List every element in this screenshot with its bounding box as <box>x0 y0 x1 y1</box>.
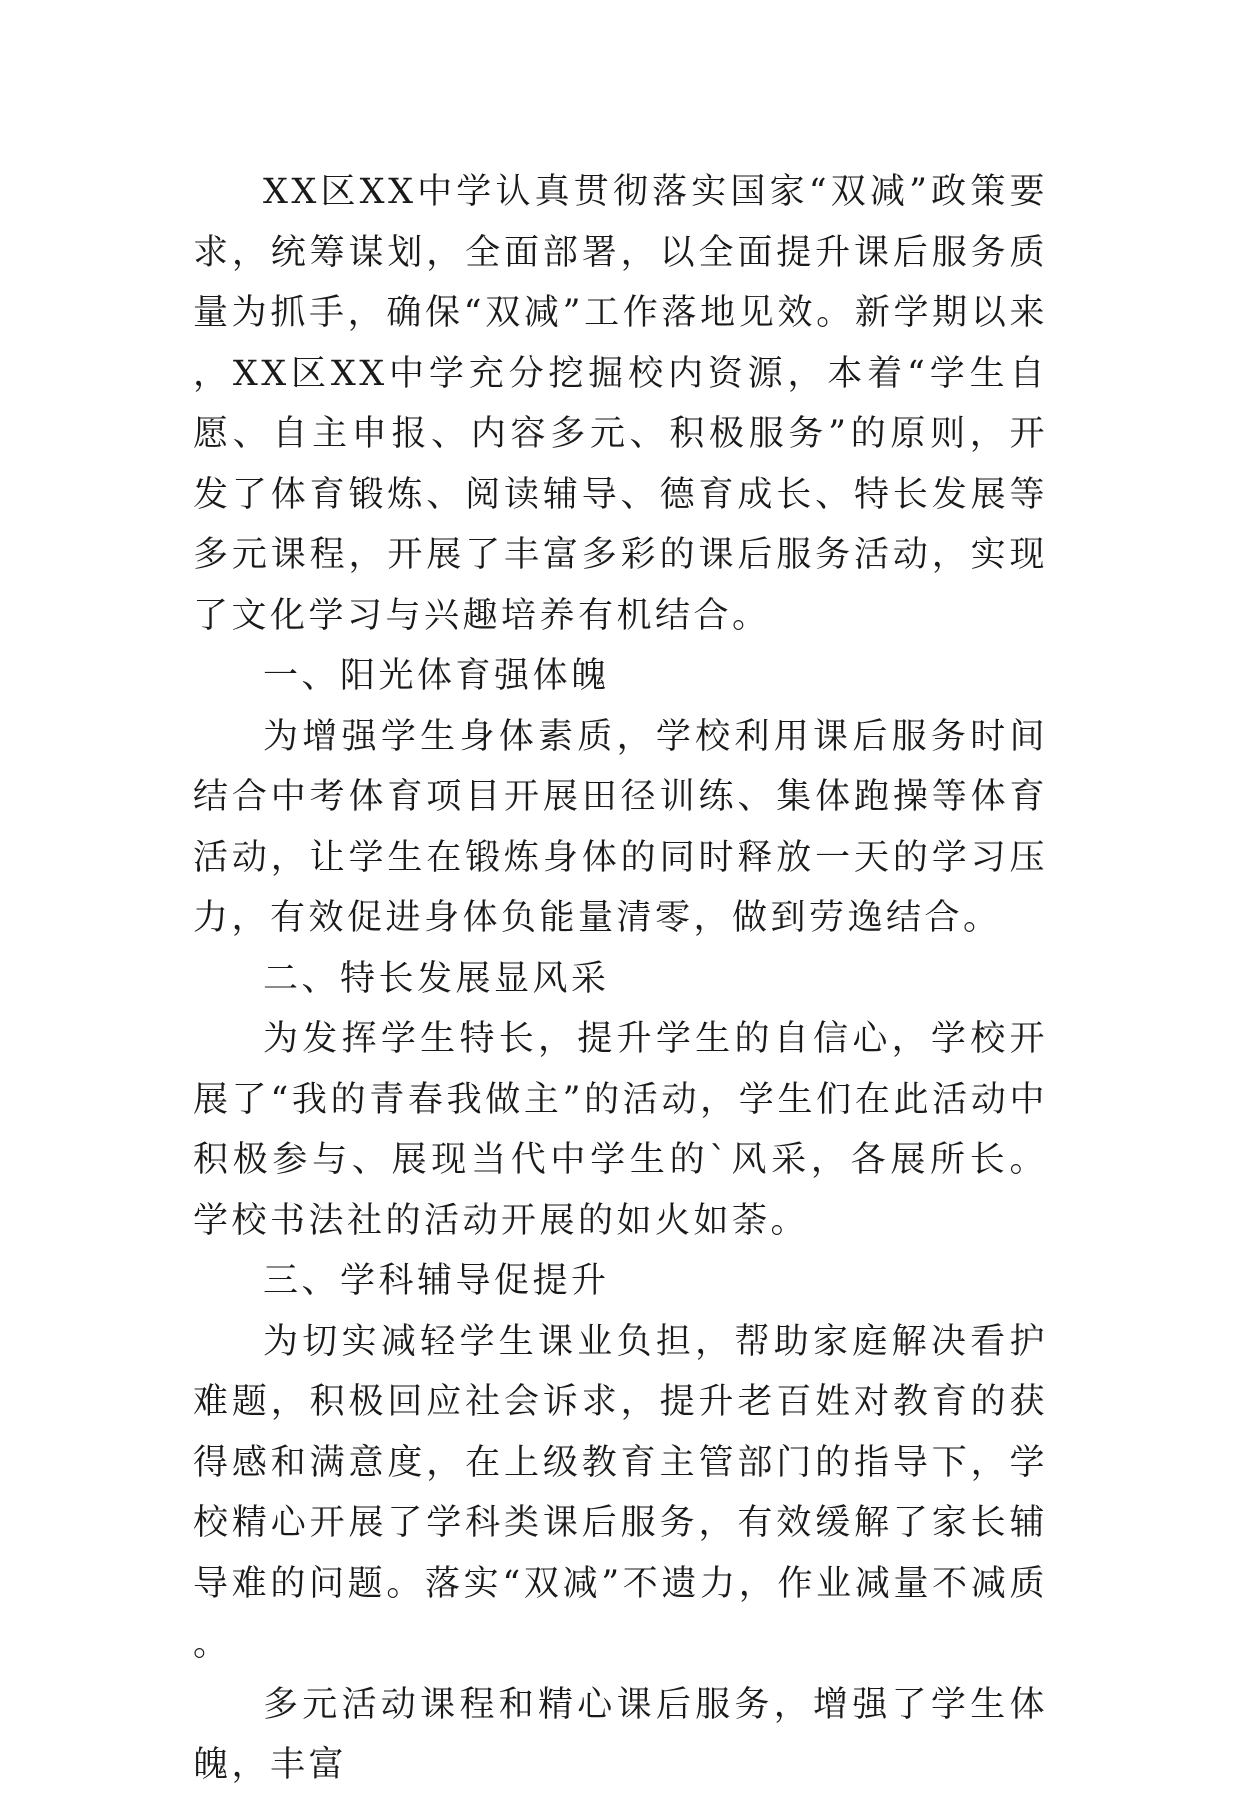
section-heading-tutoring: 三、学科辅导促提升 <box>263 1261 610 1301</box>
closing-paragraph: 多元活动课程和精心课后服务，增强了学生体魄，丰富 <box>193 1684 1048 1785</box>
intro-paragraph: XX区XX中学认真贯彻落实国家“双减”政策要求，统筹谋划，全面部署，以全面提升课后服务质量为抓手，确保“双减”工作落地见效。新学期以来，XX区XX中学充分挖掘校内资源，本着“学生自愿、自主申报、内容多元、积极服务”的原则，开发了体育锻炼、阅读辅导、德育成长、特长发展等多元课程，开展了丰富多彩的课后服务活动，实现了文化学习与兴趣培养有机结合。 <box>193 172 1048 636</box>
tutoring-paragraph: 为切实减轻学生课业负担，帮助家庭解决看护难题，积极回应社会诉求，提升老百姓对教育的获得感和满意度，在上级教育主管部门的指导下，学校精心开展了学科类课后服务，有效缓解了家长辅导难的问题。落实“双减”不遗力，作业减量不减质。 <box>193 1321 1048 1664</box>
section-heading-talent: 二、特长发展显风采 <box>263 958 610 999</box>
talent-paragraph: 为发挥学生特长，提升学生的自信心，学校开展了“我的青春我做主”的活动，学生们在此活动中积极参与、展现当代中学生的`风采，各展所长。学校书法社的活动开展的如火如荼。 <box>193 1019 1048 1241</box>
sports-paragraph: 为增强学生身体素质，学校利用课后服务时间结合中考体育项目开展田径训练、集体跑操等体育活动，让学生在锻炼身体的同时释放一天的学习压力，有效促进身体负能量清零，做到劳逸结合。 <box>193 716 1048 938</box>
document-body <box>193 162 1048 1796</box>
section-heading-sports: 一、阳光体育强体魄 <box>263 656 610 696</box>
